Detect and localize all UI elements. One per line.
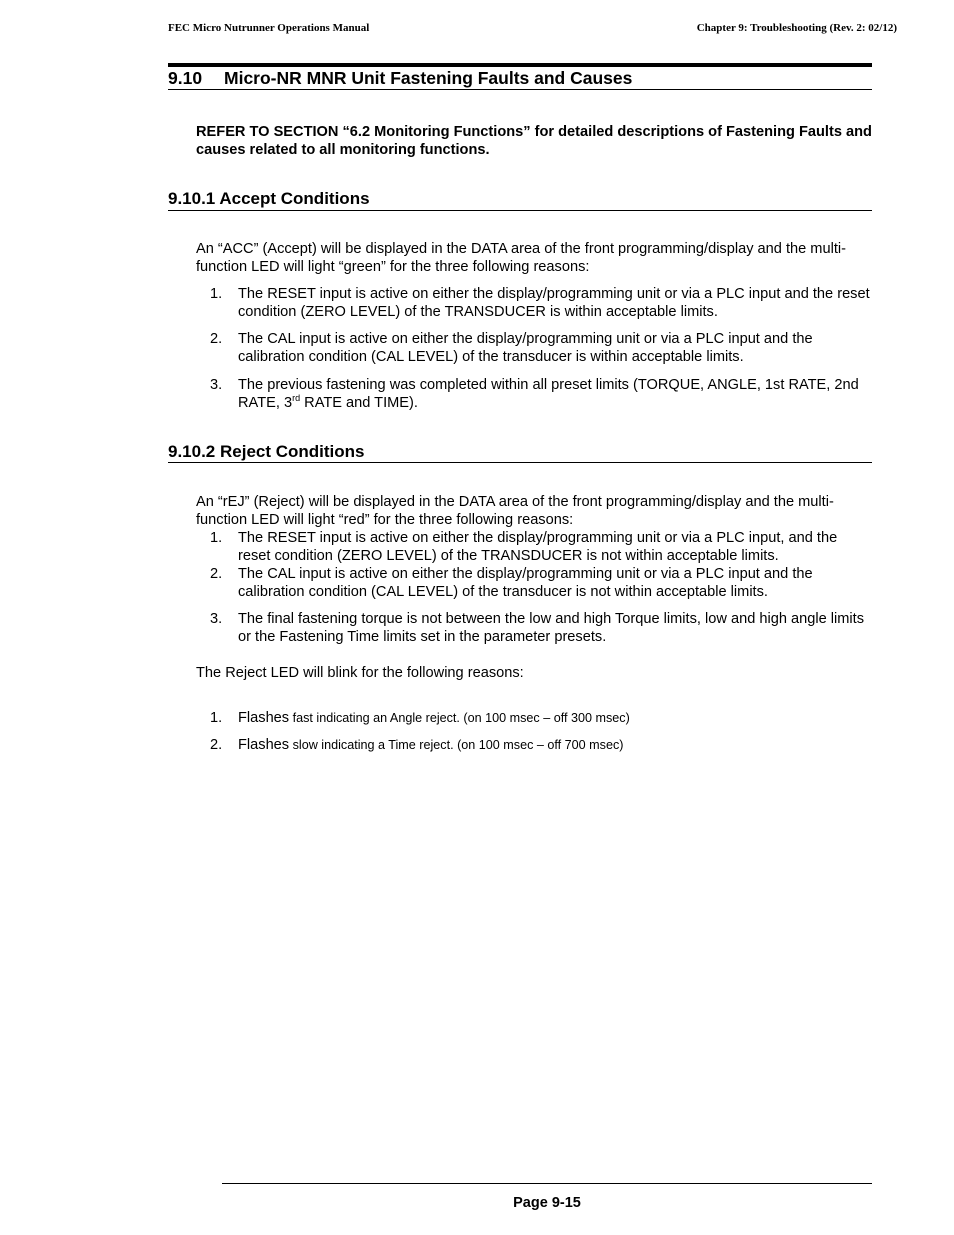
list-item-number: 1. [210, 530, 223, 546]
list-item-text: The RESET input is active on either the display/programming unit or via a PLC input, and the reset condition (ZERO LEVEL) of the TRANSDUCER is not within acceptable limits. [238, 530, 838, 564]
blink-intro: The Reject LED will blink for the following reasons: [196, 665, 524, 681]
list-item-text: The CAL input is active on either the display/programming unit or via a PLC input and the calibration condition (CAL LEVEL) of the transducer is within acceptable limits. [238, 331, 813, 365]
list-item-lead: Flashes [238, 710, 290, 726]
section-note: REFER TO SECTION “6.2 Monitoring Functions” for detailed descriptions of Fastening Faults and causes related to all monitoring functions. [196, 124, 872, 158]
list-item-text [238, 376, 872, 412]
list-item-number: 2. [210, 566, 223, 582]
list-item [210, 285, 872, 321]
list-item [210, 565, 872, 601]
list-item-text-part: The previous fastening was completed within all preset limits (TORQUE, ANGLE, 1st RATE, 2nd RATE, 3 [238, 377, 859, 411]
list-item [210, 709, 872, 727]
accept-intro: An “ACC” (Accept) will be displayed in the DATA area of the front programming/display and the multi-function LED will light “green” for the three following reasons: [196, 241, 846, 275]
list-item-rest: slow indicating a Time reject. (on 100 msec – off 700 msec) [289, 738, 624, 752]
list-item [210, 529, 872, 565]
reject-heading: 9.10.2 Reject Conditions [168, 442, 365, 461]
list-item [210, 376, 872, 412]
list-item-number: 1. [210, 710, 223, 726]
accept-heading: 9.10.1 Accept Conditions [168, 189, 370, 208]
accept-heading-rule [168, 210, 872, 211]
section-top-rule [168, 63, 872, 67]
list-item-number: 3. [210, 377, 223, 393]
list-item-text-part: RATE and TIME). [300, 395, 418, 411]
list-item-number: 2. [210, 331, 223, 347]
list-item-number: 2. [210, 737, 223, 753]
running-header-chapter: Chapter 9: Troubleshooting (Rev. 2: 02/12) [696, 22, 897, 34]
running-header-title: FEC Micro Nutrunner Operations Manual [168, 22, 370, 34]
list-item [210, 610, 872, 646]
list-item-text: The CAL input is active on either the display/programming unit or via a PLC input and the calibration condition (CAL LEVEL) of the transducer is not within acceptable limits. [238, 566, 813, 600]
list-item-text [238, 736, 872, 754]
section-title-text: Micro-NR MNR Unit Fastening Faults and Causes [224, 68, 633, 88]
page-number: Page 9-15 [513, 1195, 581, 1211]
section-title [168, 68, 632, 89]
list-item-text: The RESET input is active on either the display/programming unit or via a PLC input and the reset condition (ZERO LEVEL) of the TRANSDUCER is within acceptable limits. [238, 286, 870, 320]
list-item-number: 1. [210, 286, 223, 302]
list-item-text: The final fastening torque is not between the low and high Torque limits, low and high angle limits or the Fastening Time limits set in the parameter presets. [238, 611, 865, 645]
list-item-text [238, 709, 872, 727]
reject-heading-rule [168, 462, 872, 463]
list-item [210, 736, 872, 754]
footer-rule [222, 1183, 872, 1184]
list-item-rest: fast indicating an Angle reject. (on 100 msec – off 300 msec) [289, 711, 630, 725]
list-item [210, 330, 872, 366]
superscript-rd: rd [292, 393, 301, 404]
list-item-lead: Flashes [238, 737, 290, 753]
reject-intro: An “rEJ” (Reject) will be displayed in the DATA area of the front programming/display and the multi-function LED will light “red” for the three following reasons: [196, 494, 834, 528]
list-item-number: 3. [210, 611, 223, 627]
section-bottom-rule [168, 89, 872, 90]
section-number: 9.10 [168, 68, 203, 88]
